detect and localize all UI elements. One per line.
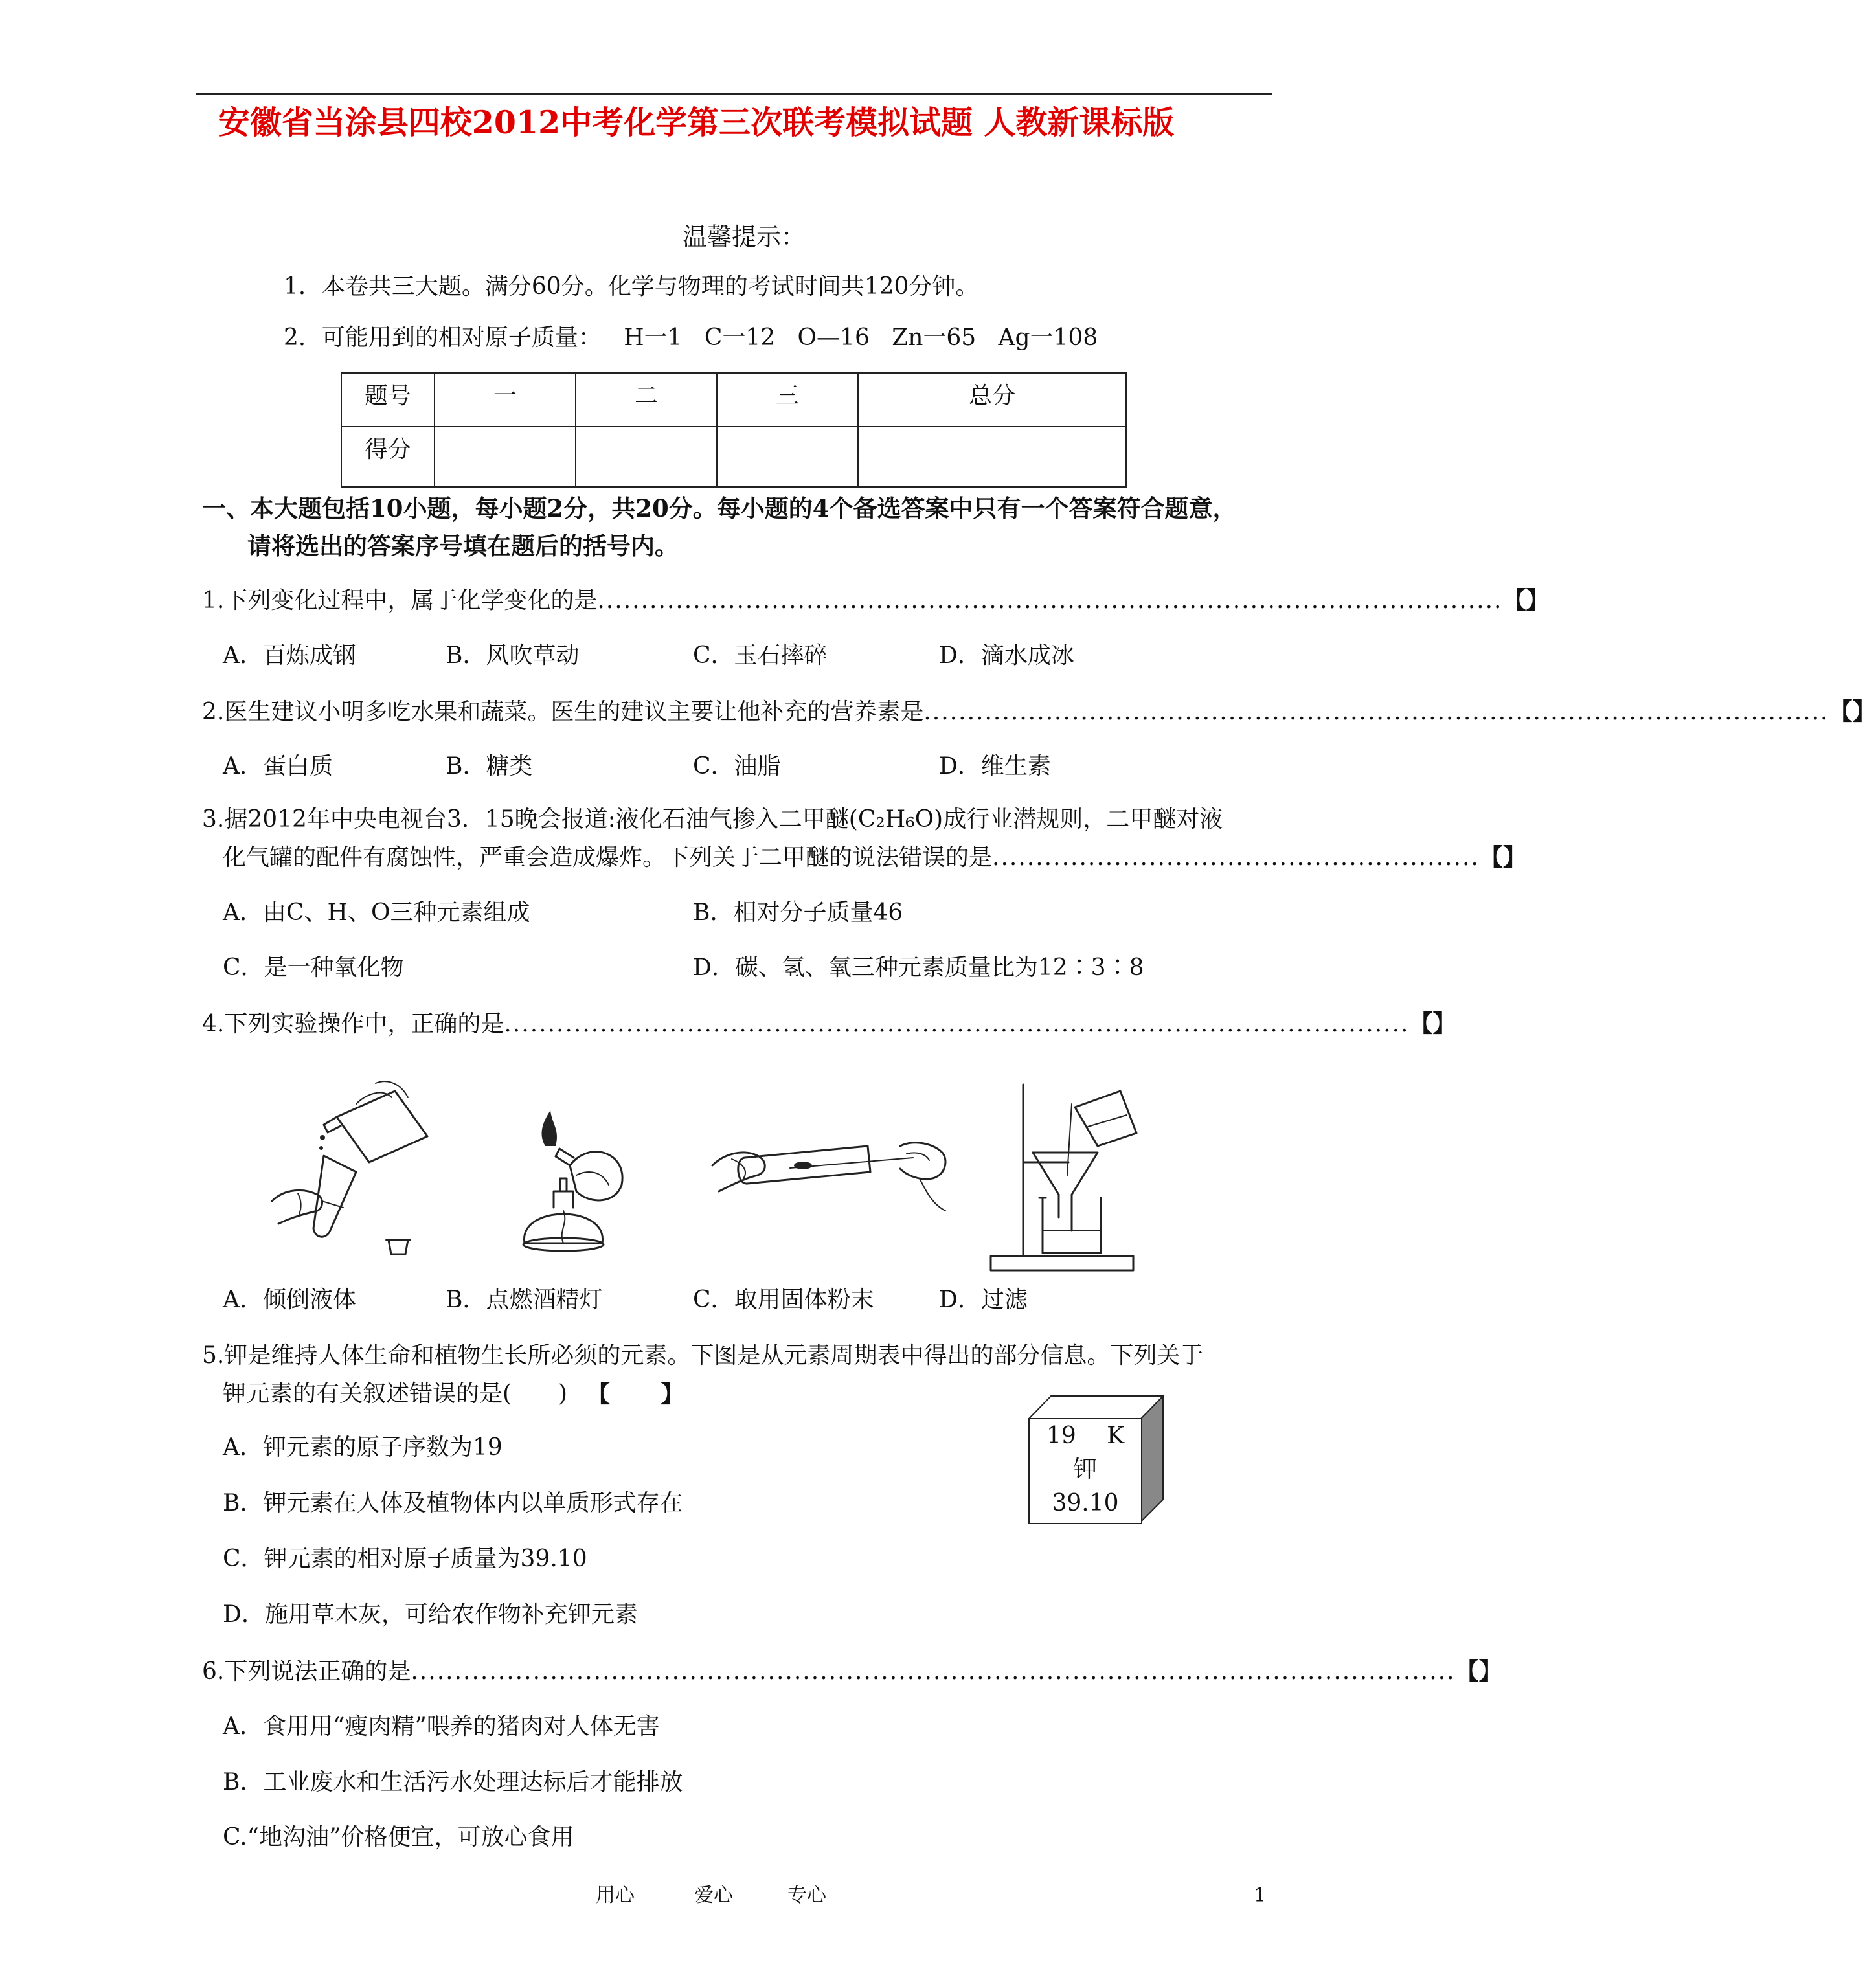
answer-bracket-4[interactable]: 【 】 — [1409, 1010, 1456, 1037]
section-1-heading-line2: 请将选出的答案序号填在题后的括号内。 — [247, 532, 679, 560]
lighting-alcohol-lamp-illustration — [499, 1094, 641, 1266]
leader-dots: ........................................................................................................ — [504, 1011, 1410, 1037]
footer-word-2: 爱心 — [694, 1884, 733, 1907]
q3-option-a: A．由C、H、O三种元素组成 — [223, 899, 530, 926]
score-cell-3[interactable] — [717, 427, 858, 487]
element-card-potassium — [1028, 1395, 1164, 1523]
q4-option-a: A．倾倒液体 — [223, 1287, 356, 1313]
q6-option-c: C.“地沟油”价格便宜，可放心食用 — [223, 1824, 574, 1851]
element-name: 钾 — [1073, 1456, 1097, 1483]
q2-option-b: B．糖类 — [446, 753, 533, 780]
document-title: 安徽省当涂县四校2012中考化学第三次联考模拟试题 人教新课标版 — [218, 104, 1175, 141]
q4-option-c: C．取用固体粉末 — [693, 1287, 874, 1313]
q3-option-d: D．碳、氢、氧三种元素质量比为12∶3∶8 — [693, 954, 1144, 981]
page-number: 1 — [1254, 1884, 1267, 1907]
q1-option-a: A．百炼成钢 — [223, 642, 356, 669]
element-symbol: K — [1107, 1423, 1124, 1449]
score-table — [341, 372, 1127, 488]
question-5-stem — [223, 1380, 684, 1408]
q5-option-b: B．钾元素在人体及植物体内以单质形式存在 — [223, 1490, 683, 1516]
q5-option-c: C．钾元素的相对原子质量为39.10 — [223, 1546, 587, 1572]
leader-dots: ........................................................ — [992, 844, 1480, 871]
score-header-1: 一 — [435, 373, 576, 427]
powder-sampling-illustration — [706, 1114, 952, 1243]
q4-option-b: B．点燃酒精灯 — [446, 1287, 603, 1313]
tip-item-2: 2．可能用到的相对原子质量： H一1 C一12 O—16 Zn一65 Ag一108 — [284, 324, 1098, 351]
q1-option-b: B．风吹草动 — [446, 642, 580, 669]
atomic-mass: 39.10 — [1052, 1490, 1119, 1516]
score-cell-2[interactable] — [576, 427, 717, 487]
header-rule — [196, 93, 1272, 95]
question-3-text-line2: 化气罐的配件有腐蚀性，严重会造成爆炸。下列关于二甲醚的说法错误的是 — [223, 844, 993, 871]
filtration-illustration — [984, 1081, 1146, 1282]
question-4-text: 4.下列实验操作中，正确的是 — [202, 1011, 504, 1037]
answer-bracket-2[interactable]: 【 】 — [1829, 698, 1876, 725]
score-row-label: 得分 — [341, 427, 435, 487]
answer-bracket-6[interactable]: 【 】 — [1455, 1658, 1502, 1685]
q5-option-a: A．钾元素的原子序数为19 — [223, 1434, 503, 1461]
footer-word-1: 用心 — [596, 1884, 635, 1907]
question-3-stem — [223, 843, 1526, 872]
q6-option-a: A．食用用“瘦肉精”喂养的猪肉对人体无害 — [223, 1713, 660, 1740]
q1-option-d: D．滴水成冰 — [939, 642, 1074, 669]
element-card-front — [1028, 1418, 1142, 1524]
q3-option-c: C．是一种氧化物 — [223, 954, 404, 981]
question-6-stem — [202, 1657, 1502, 1686]
answer-bracket-5[interactable]: 【 】 — [587, 1380, 684, 1408]
q6-option-b: B．工业废水和生活污水处理达标后才能排放 — [223, 1769, 683, 1795]
score-header-2: 二 — [576, 373, 717, 427]
score-header-total: 总分 — [858, 373, 1126, 427]
q2-option-a: A．蛋白质 — [223, 753, 333, 780]
score-cell-total[interactable] — [858, 427, 1126, 487]
question-2-stem — [202, 697, 1876, 726]
question-5-text-line2: 钾元素的有关叙述错误的是( ) — [223, 1380, 568, 1407]
question-6-text: 6.下列说法正确的是 — [202, 1658, 411, 1685]
q2-option-c: C．油脂 — [693, 753, 781, 780]
tip-item-1: 1．本卷共三大题。满分60分。化学与物理的考试时间共120分钟。 — [284, 273, 979, 300]
tips-heading: 温馨提示： — [683, 223, 806, 251]
question-2-text: 2.医生建议小明多吃水果和蔬菜。医生的建议主要让他补充的营养素是 — [202, 699, 924, 725]
question-4-stem — [202, 1009, 1456, 1039]
question-1-stem — [202, 586, 1550, 615]
leader-dots: ........................................................................................................ — [923, 699, 1829, 725]
leader-dots: ........................................................................................................................ — [411, 1658, 1456, 1685]
score-header-label: 题号 — [341, 373, 435, 427]
leader-dots: ........................................................................................................ — [597, 587, 1503, 614]
element-card-top — [1028, 1395, 1164, 1421]
answer-bracket-1[interactable]: 【 】 — [1502, 587, 1550, 614]
q1-option-c: C．玉石摔碎 — [693, 642, 828, 669]
question-5-text-line1: 5.钾是维持人体生命和植物生长所必须的元素。下图是从元素周期表中得出的部分信息。下列关于 — [202, 1342, 1204, 1369]
answer-bracket-3[interactable]: 【 】 — [1479, 844, 1526, 871]
score-cell-1[interactable] — [435, 427, 576, 487]
section-1-heading-line1: 一、本大题包括10小题，每小题2分，共20分。每小题的4个备选答案中只有一个答案符合题意， — [202, 494, 1237, 523]
footer-word-3: 专心 — [787, 1884, 826, 1907]
q3-option-b: B．相对分子质量46 — [693, 899, 903, 926]
q5-option-d: D．施用草木灰，可给农作物补充钾元素 — [223, 1601, 638, 1628]
pouring-liquid-illustration — [259, 1078, 447, 1266]
q2-option-d: D．维生素 — [939, 753, 1051, 780]
question-3-text-line1: 3.据2012年中央电视台3．15晚会报道:液化石油气掺入二甲醚(C₂H₆O)成行业潜规则，二甲醚对液 — [202, 806, 1223, 833]
q4-option-d: D．过滤 — [939, 1287, 1028, 1313]
question-1-text: 1.下列变化过程中，属于化学变化的是 — [202, 587, 598, 614]
atomic-number: 19 — [1046, 1423, 1076, 1449]
score-header-3: 三 — [717, 373, 858, 427]
